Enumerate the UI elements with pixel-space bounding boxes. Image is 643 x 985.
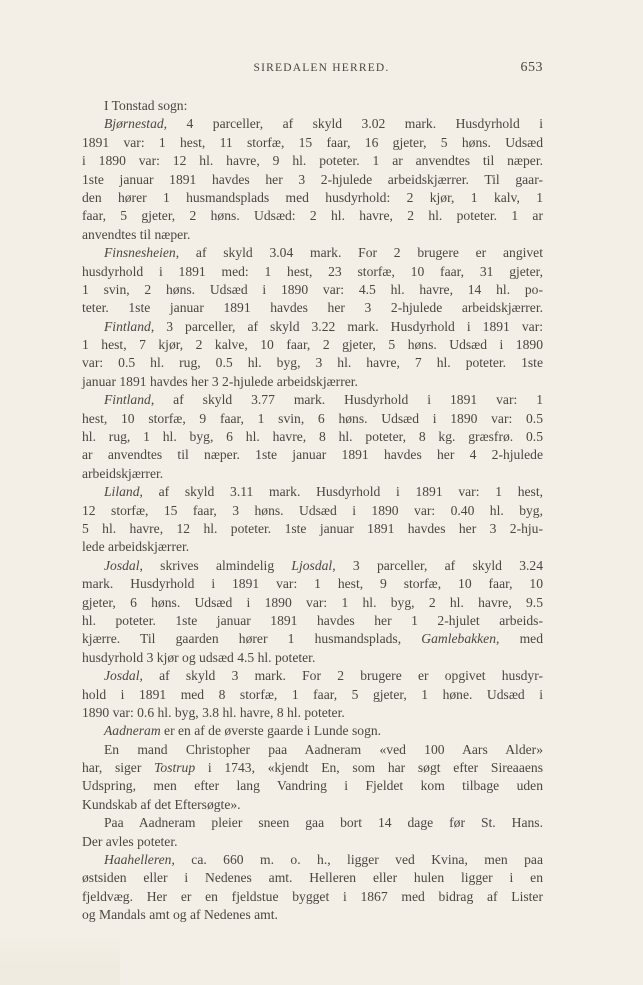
text-segment: , af skyld 3.04 mark. For 2 brugere er angivet [175, 245, 543, 261]
text-segment: Paa Aadneram pleier sneen gaa bort 14 dage før St. Hans. [104, 815, 543, 831]
text-line [82, 630, 543, 648]
text-segment: 1891 var: 1 hest, 11 storfæ, 15 faar, 16 gjeter, 5 høns. Udsæd [82, 134, 543, 150]
place-name: Josdal [104, 557, 140, 573]
place-name: Josdal [104, 668, 140, 684]
text-segment: faar, 5 gjeter, 2 høns. Udsæd: 2 hl. havre, 2 hl. poteter. 1 ar [82, 208, 543, 224]
text-segment: 1 hest, 7 kjør, 2 kalve, 10 faar, 2 gjeter, 5 høns. Udsæd i 1890 [82, 337, 543, 353]
place-name: Aadneram [104, 723, 161, 739]
text-line [82, 594, 543, 612]
text-line [82, 226, 543, 244]
text-line [82, 777, 543, 795]
place-name: Fintland [104, 318, 151, 334]
text-line [82, 906, 543, 924]
text-segment: I Tonstad sogn: [104, 98, 188, 113]
place-name: Finsnesheien [104, 245, 176, 261]
text-line [82, 888, 543, 906]
text-line [82, 538, 543, 556]
text-line [82, 759, 543, 777]
text-segment: hold i 1891 med 8 storfæ, 1 faar, 5 gjeter, 1 høne. Udsæd i [82, 686, 543, 702]
text-line [82, 465, 543, 483]
text-segment: hl. rug, 1 hl. byg, 6 hl. havre, 8 hl. poteter, 8 kg. græsfrø. 0.5 [82, 429, 543, 445]
text-segment: anvendtes til næper. [82, 226, 191, 242]
text-segment: gjeter, 6 høns. Udsæd i 1890 var: 1 hl. byg, 2 hl. havre, 9.5 [82, 594, 543, 610]
text-segment: 1890 var: 0.6 hl. byg, 3.8 hl. havre, 8 hl. poteter. [82, 704, 345, 720]
text-line [82, 171, 543, 189]
text-line [82, 391, 543, 409]
text-line [82, 115, 543, 133]
text-segment: 1 svin, 2 høns. Udsæd i 1890 var: 4.5 hl. havre, 14 hl. po- [82, 281, 543, 297]
text-segment: lede arbeidskjærrer. [82, 539, 190, 555]
text-segment: hest, 10 storfæ, 9 faar, 1 svin, 6 høns. Udsæd i 1890 var: 0.5 [82, 410, 543, 426]
text-line [82, 373, 543, 391]
text-segment: , med [496, 631, 543, 647]
page-header [0, 60, 643, 80]
text-segment: husdyrhold i 1891 med: 1 hest, 23 storfæ, 10 faar, 31 gjeter, [82, 263, 543, 279]
place-name: Haahelleren [104, 852, 172, 868]
text-line [82, 299, 543, 317]
page-number: 653 [520, 60, 543, 75]
place-name: Ljosdal [291, 557, 333, 573]
text-segment: , 3 parceller, af skyld 3.24 [332, 557, 544, 573]
text-segment: mark. Husdyrhold i 1891 var: 1 hest, 9 storfæ, 10 faar, 10 [82, 576, 543, 592]
text-line [82, 244, 543, 262]
text-line [82, 869, 543, 887]
text-segment: januar 1891 havdes her 3 2-hjulede arbeidskjærrer. [82, 373, 358, 389]
text-segment: ar anvendtes til næper. 1ste januar 1891 havdes her 4 2-hjulede [82, 447, 543, 463]
text-segment: , 3 parceller, af skyld 3.22 mark. Husdyrhold i 1891 var: [150, 318, 543, 334]
text-segment: , skrives almindelig [139, 557, 292, 573]
text-segment: , af skyld 3.11 mark. Husdyrhold i 1891 var: 1 hest, [139, 484, 543, 500]
text-line [82, 318, 543, 336]
text-segment: har, siger [82, 760, 155, 776]
text-segment: Kundskab af det Eftersøgte». [82, 796, 241, 812]
text-line [82, 263, 543, 281]
text-line [82, 483, 543, 501]
text-segment: hl. poteter. 1ste januar 1891 havdes her 1 2-hjulet arbeids- [82, 612, 543, 628]
text-line [82, 336, 543, 354]
text-line [82, 612, 543, 630]
text-line [82, 557, 543, 575]
text-line [82, 207, 543, 225]
text-segment: , ca. 660 m. o. h., ligger ved Kvina, men paa [171, 852, 543, 868]
text-segment: , af skyld 3.77 mark. Husdyrhold i 1891 var: 1 [150, 392, 543, 408]
text-line [82, 97, 543, 115]
place-name: Bjørnestad [104, 116, 164, 132]
text-line [82, 704, 543, 722]
text-line [82, 281, 543, 299]
text-line [82, 851, 543, 869]
text-segment: fjeldvæg. Her er en fjeldstue bygget i 1867 med bidrag af Lister [82, 888, 543, 904]
text-segment: En mand Christopher paa Aadneram «ved 100 Aars Alder» [104, 741, 543, 757]
page-edge-shadow [0, 935, 120, 985]
text-line [82, 134, 543, 152]
place-name: Tostrup [154, 760, 196, 776]
text-segment: og Mandals amt og af Nedenes amt. [82, 907, 278, 923]
text-segment: teter. 1ste januar 1891 havdes her 3 2-hjulede arbeidskjærrer. [82, 300, 543, 316]
text-line [82, 722, 543, 740]
text-segment: kjærre. Til gaarden hører 1 husmandsplads, [82, 631, 422, 647]
text-line [82, 649, 543, 667]
text-line [82, 446, 543, 464]
text-segment: er en af de øverste gaarde i Lunde sogn. [160, 723, 382, 739]
text-segment: den hører 1 husmandsplads med husdyrhold: 2 kjør, 1 kalv, 1 [82, 189, 543, 205]
place-name: Liland [104, 484, 140, 500]
text-line [82, 667, 543, 685]
text-segment: østsiden eller i Nedenes amt. Helleren eller hulen ligger i en [82, 870, 543, 886]
text-segment: i 1743, «kjendt En, som har søgt efter Sireaaens [195, 760, 543, 776]
text-line [82, 410, 543, 428]
text-segment: Udspring, men efter lang Vandring i Fjeldet kom tilbage uden [82, 778, 543, 794]
text-segment: 12 storfæ, 15 faar, 3 høns. Udsæd i 1890 var: 0.40 hl. byg, [82, 502, 543, 518]
text-line [82, 428, 543, 446]
text-segment: husdyrhold 3 kjør og udsæd 4.5 hl. poteter. [82, 649, 316, 665]
text-line [82, 814, 543, 832]
text-segment: Der avles poteter. [82, 833, 178, 849]
text-segment: arbeidskjærrer. [82, 465, 164, 481]
place-name: Fintland [104, 392, 151, 408]
text-line [82, 741, 543, 759]
place-name: Gamlebakken [421, 631, 497, 647]
text-line [82, 796, 543, 814]
text-segment: 1ste januar 1891 havdes her 3 2-hjulede arbeidskjærrer. Til gaar- [82, 171, 543, 187]
text-line [82, 189, 543, 207]
text-line [82, 502, 543, 520]
text-segment: , af skyld 3 mark. For 2 brugere er opgivet husdyr- [139, 668, 543, 684]
text-segment: i 1890 var: 12 hl. havre, 9 hl. poteter. 1 ar anvendtes til næper. [82, 153, 543, 169]
text-line [82, 575, 543, 593]
text-line [82, 520, 543, 538]
text-line [82, 354, 543, 372]
text-segment: 5 hl. havre, 12 hl. poteter. 1ste januar 1891 havdes her 3 2-hju- [82, 520, 543, 536]
text-line [82, 833, 543, 851]
text-segment: var: 0.5 hl. rug, 0.5 hl. byg, 3 hl. havre, 7 hl. poteter. 1ste [82, 355, 543, 371]
body-text [82, 97, 543, 925]
text-line [82, 686, 543, 704]
running-head: SIREDALEN HERRED. [253, 62, 390, 74]
text-segment: , 4 parceller, af skyld 3.02 mark. Husdyrhold i [163, 116, 543, 132]
text-line [82, 152, 543, 170]
